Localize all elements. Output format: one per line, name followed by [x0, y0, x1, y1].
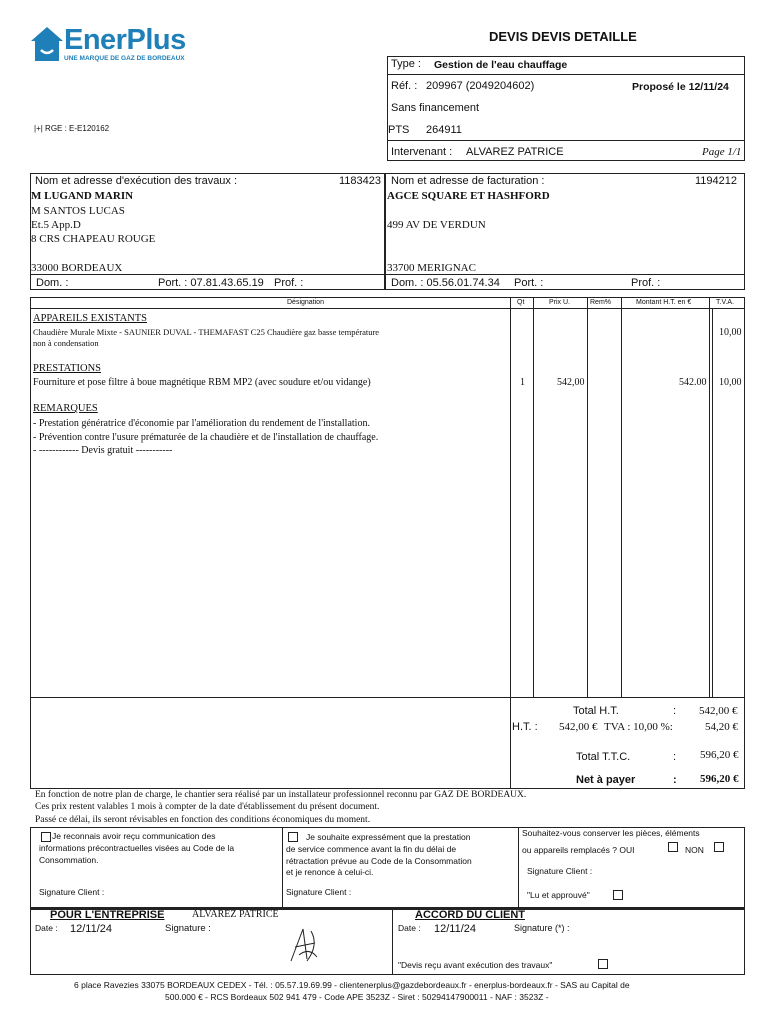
billing-prof: Prof. :	[631, 277, 661, 289]
ttc-label: Total T.T.C.	[576, 751, 631, 763]
consent-2-line4: et je renonce à celui-ci.	[286, 867, 374, 877]
ref-label: Réf. :	[391, 80, 418, 92]
intervenant-label: Intervenant :	[391, 146, 453, 158]
lu-approuve-checkbox[interactable]	[613, 890, 623, 900]
devis-recu-label: "Devis reçu avant exécution des travaux"	[398, 960, 553, 970]
execution-line2: M SANTOS LUCAS	[31, 205, 125, 217]
type-value: Gestion de l'eau chauffage	[434, 59, 568, 71]
ttc-value: 596,20 €	[700, 749, 739, 761]
consent-2-line3: rétractation prévue au Code de la Consommation	[286, 856, 472, 866]
consent-2-signature: Signature Client :	[286, 887, 352, 897]
financement: Sans financement	[391, 102, 480, 114]
accord-date-label: Date :	[398, 923, 421, 933]
consent-2-line2: de service commence avant la fin du délai de	[286, 844, 457, 854]
pts-label: PTS	[388, 124, 410, 136]
house-icon	[30, 26, 64, 62]
rge-label: |+| RGE : E-E120162	[34, 124, 110, 133]
remark-2: - Prévention contre l'usure prématurée de la chaudière et de l'installation de chauffage.	[33, 432, 379, 443]
keep-parts-non-checkbox[interactable]	[714, 842, 724, 852]
document-title: DEVIS DEVIS DETAILLE	[489, 29, 637, 44]
remark-1: - Prestation génératrice d'économie par l'amélioration du rendement de l'installation.	[33, 418, 370, 429]
item-montant: 542.00	[679, 377, 707, 388]
entreprise-date-label: Date :	[35, 923, 58, 933]
header-rem: Rem%	[590, 299, 612, 306]
consent-checkbox-1[interactable]	[41, 832, 51, 842]
total-ht-colon: :	[673, 705, 677, 717]
keep-parts-oui-checkbox[interactable]	[668, 842, 678, 852]
execution-name: M LUGAND MARIN	[31, 190, 134, 202]
brand-name: EnerPlus	[64, 24, 186, 56]
entreprise-title: POUR L'ENTREPRISE	[50, 909, 165, 921]
execution-line4: 8 CRS CHAPEAU ROUGE	[31, 233, 156, 245]
execution-number: 1183423	[339, 175, 382, 187]
execution-title: Nom et adresse d'exécution des travaux :	[35, 175, 238, 187]
tva-label: TVA : 10,00 %:	[604, 721, 673, 733]
header-designation: Désignation	[287, 299, 324, 306]
ht-value: 542,00 €	[559, 721, 598, 733]
billing-title: Nom et adresse de facturation :	[391, 175, 545, 187]
page-number: Page 1/1	[702, 146, 742, 158]
billing-number: 1194212	[695, 175, 738, 187]
handwritten-signature	[285, 925, 325, 967]
section-appareils-line1: Chaudière Murale Mixte - SAUNIER DUVAL - THEMAFAST C25 Chaudière gaz basse température	[33, 327, 380, 337]
keep-parts-non-label: NON	[685, 845, 704, 855]
consent-2-line1: Je souhaite expressément que la prestation	[306, 832, 471, 842]
section-appareils-tva: 10,00	[719, 327, 742, 338]
section-remarques-title: REMARQUES	[33, 403, 98, 414]
ht-label: H.T. :	[512, 721, 538, 733]
section-prestations-title: PRESTATIONS	[33, 363, 102, 374]
item-prix: 542,00	[557, 377, 585, 388]
billing-city: 33700 MERIGNAC	[387, 262, 476, 274]
consent-3-signature: Signature Client :	[527, 866, 593, 876]
header-tva: T.V.A.	[716, 299, 735, 306]
consent-1-signature: Signature Client :	[39, 887, 105, 897]
execution-dom: Dom. :	[36, 277, 69, 289]
entreprise-name: ALVAREZ PATRICE	[192, 909, 279, 920]
accord-date-value: 12/11/24	[434, 923, 477, 935]
note-3: Passé ce délai, ils seront révisables en fonction des conditions économiques du moment.	[35, 815, 371, 825]
propose-date: Proposé le 12/11/24	[632, 81, 729, 93]
note-2: Ces prix restent valables 1 mois à compter de la date d'établissement du présent document.	[35, 802, 380, 812]
consent-1-line2: informations précontractuelles visées au Code de la	[39, 843, 235, 853]
total-ht-label: Total H.T.	[573, 705, 619, 717]
entreprise-date-value: 12/11/24	[70, 923, 113, 935]
ref-value: 209967 (2049204602)	[426, 80, 535, 92]
pts-value: 264911	[426, 124, 462, 136]
accord-title: ACCORD DU CLIENT	[415, 909, 525, 921]
header-qt: Qt	[517, 299, 525, 306]
intervenant-value: ALVAREZ PATRICE	[466, 146, 564, 158]
item-tva: 10,00	[719, 377, 742, 388]
billing-port: Port. :	[514, 277, 544, 289]
company-footer-line1: 6 place Ravezies 33075 BORDEAUX CEDEX - Tél. : 05.57.19.69.99 - clientenerplus@gazdebordeaux.fr - enerplus-bordeaux.fr - SAS au Capital de	[74, 980, 630, 990]
tva-value: 54,20 €	[705, 721, 738, 733]
consent-1-line3: Consommation.	[39, 855, 99, 865]
item-qt: 1	[520, 377, 525, 388]
execution-line3: Et.5 App.D	[31, 219, 81, 231]
section-appareils-line2: non à condensation	[33, 338, 99, 348]
items-table	[30, 297, 745, 789]
execution-port: Port. : 07.81.43.65.19	[158, 277, 264, 289]
entreprise-signature-label: Signature :	[165, 923, 211, 934]
section-appareils-title: APPAREILS EXISTANTS	[33, 313, 147, 324]
billing-dom: Dom. : 05.56.01.74.34	[391, 277, 500, 289]
header-prix: Prix U.	[549, 299, 570, 306]
net-value: 596,20 €	[700, 773, 739, 785]
remark-3: - ------------ Devis gratuit -----------	[33, 445, 173, 456]
execution-prof: Prof. :	[274, 277, 304, 289]
devis-recu-checkbox[interactable]	[598, 959, 608, 969]
header-montant: Montant H.T. en €	[636, 299, 692, 306]
net-label: Net à payer	[576, 774, 636, 786]
net-colon: :	[673, 774, 677, 786]
consent-3-line1: Souhaitez-vous conserver les pièces, éléments	[522, 828, 700, 838]
execution-city: 33000 BORDEAUX	[31, 262, 123, 274]
note-1: En fonction de notre plan de charge, le chantier sera réalisé par un installateur professionnel reconnu par GAZ DE BORDEAUX.	[35, 790, 527, 800]
billing-address: 499 AV DE VERDUN	[387, 219, 486, 231]
consent-1-line1: Je reconnais avoir reçu communication des	[52, 831, 216, 841]
type-label: Type :	[391, 58, 421, 70]
total-ht-value: 542,00 €	[699, 705, 738, 717]
lu-approuve-label: "Lu et approuvé"	[527, 890, 590, 900]
consent-checkbox-2[interactable]	[288, 832, 298, 842]
ttc-colon: :	[673, 751, 677, 763]
billing-name: AGCE SQUARE ET HASHFORD	[387, 190, 550, 202]
brand-tagline: UNE MARQUE DE GAZ DE BORDEAUX	[64, 55, 185, 62]
item-label: Fourniture et pose filtre à boue magnétique RBM MP2 (avec soudure et/ou vidange)	[33, 377, 371, 388]
brand-logo	[30, 26, 190, 68]
company-footer-line2: 500.000 € - RCS Bordeaux 502 941 479 - Code APE 3523Z - Siret : 50294147900011 - NAF : 3523Z -	[165, 992, 549, 1002]
accord-signature-label: Signature (*) :	[514, 923, 570, 933]
consent-3-line2: ou appareils remplacés ? OUI	[522, 845, 635, 855]
